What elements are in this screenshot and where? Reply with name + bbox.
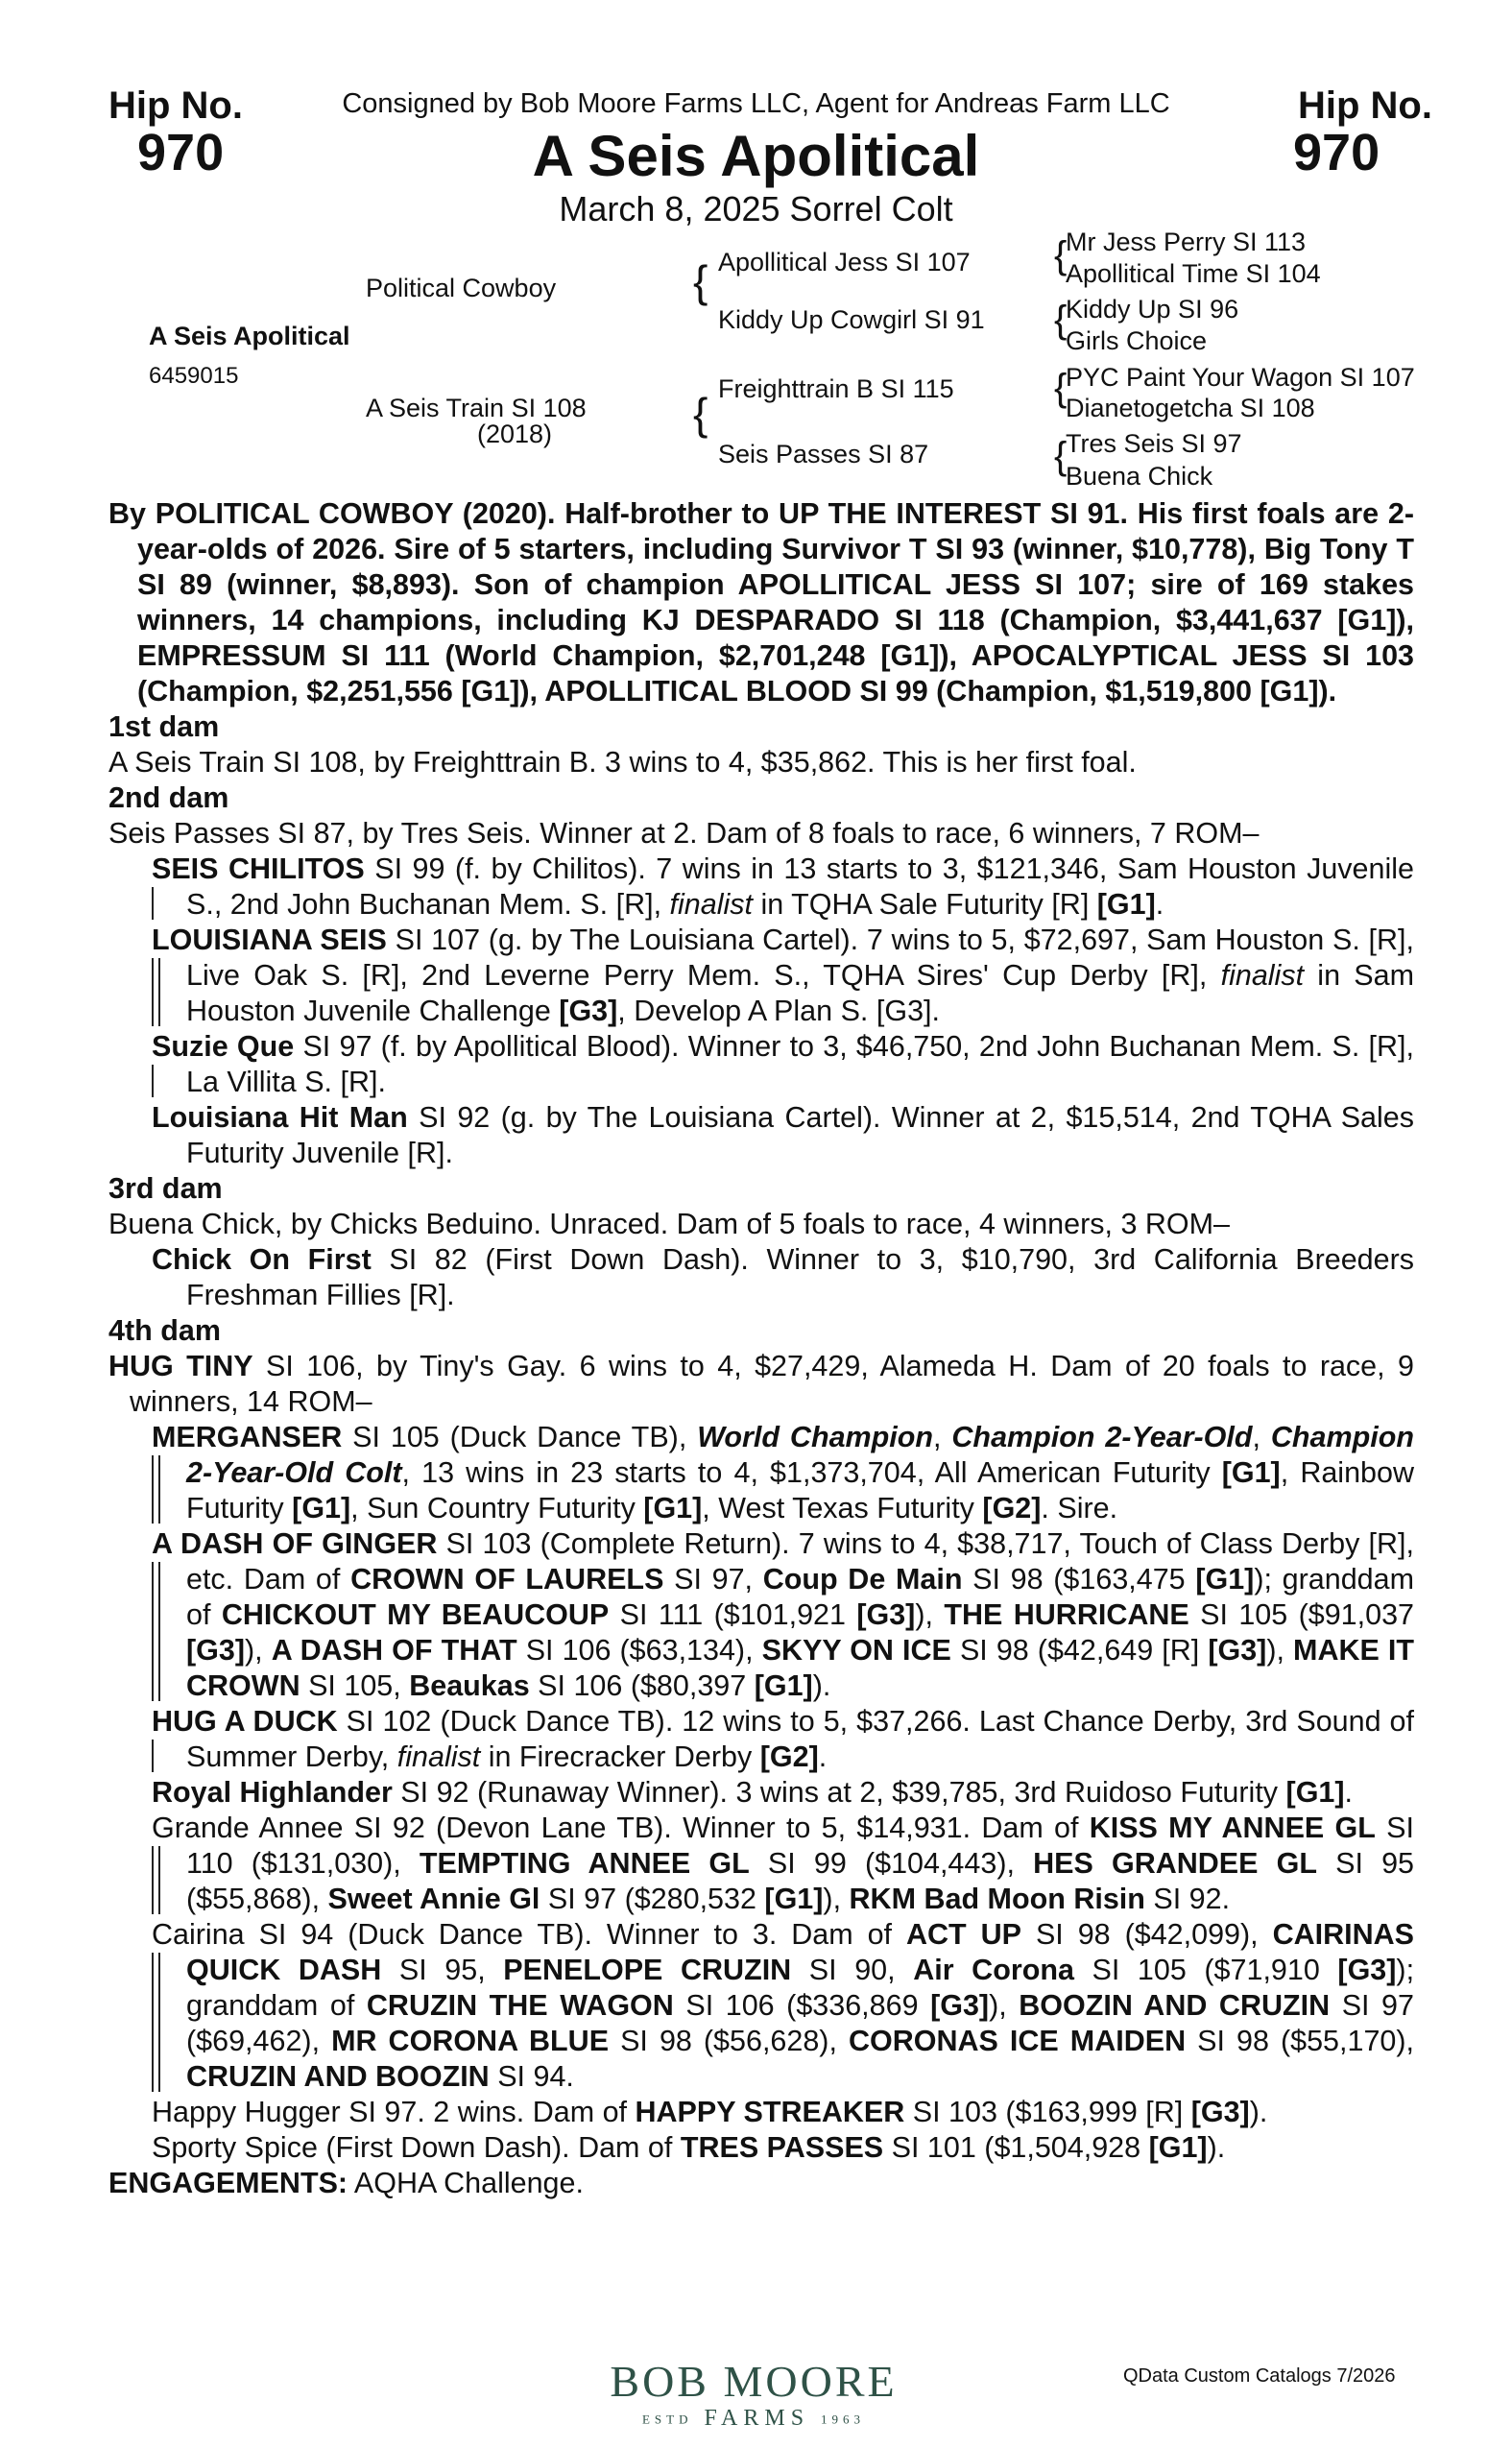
logo-farms-line: ESTD FARMS 1963 [641,2406,866,2431]
stakes-bars [152,1455,165,1524]
brace-sire: { [693,256,708,306]
ped-sire-sire: Apollitical Jess SI 107 [718,248,971,276]
fourth-dam-heading: 4th dam [108,1314,221,1347]
stakes-bars [152,1846,165,1914]
catalog-body [108,496,1414,2201]
hip-label-right: Hip No. [1298,84,1432,127]
catalog-credit: QData Custom Catalogs 7/2026 [1123,2365,1396,2387]
produce-entry: Happy Hugger SI 97. 2 wins. Dam of HAPPY STREAKER SI 103 ($163,999 [R] [G3]). [152,2096,1268,2128]
sire-paragraph: By POLITICAL COWBOY (2020). Half-brother to UP THE INTEREST SI 91. His first foals are 2-year-olds of 2026. Sire of 5 starters, including Survivor T SI 93 (winner, $10,778), Big Tony T SI 89 (winner, $8,893). Son of champion APOLLITICAL JESS SI 107; sire of 169 stakes winners, 14 champions, including KJ DESPARADO SI 118 (Champion, $3,441,637 [G1]), EMPRESSUM SI 111 (World Champion, $2,701,248 [G1]), APOCALYPTICAL JESS SI 103 (Champion, $2,251,556 [G1]), APOLLITICAL BLOOD SI 99 (Champion, $1,519,800 [G1]). [108,497,1414,708]
ped-sire: Political Cowboy [366,274,557,302]
produce-name: LOUISIANA SEIS [152,924,387,956]
ped-subject: A Seis Apolitical [149,322,350,350]
produce-name: SEIS CHILITOS [152,852,365,885]
first-dam-text: A Seis Train SI 108, by Freighttrain B. 3 wins to 4, $35,862. This is her first foal. [108,746,1137,779]
ped-g2: Apollitical Time SI 104 [1066,259,1321,288]
ped-dam: A Seis Train SI 108 [366,394,587,422]
produce-name: Suzie Que [152,1030,295,1063]
third-dam-text: Buena Chick, by Chicks Beduino. Unraced. Dam of 5 foals to race, 4 winners, 3 ROM– [108,1208,1231,1240]
stakes-bars [152,1740,165,1772]
stakes-bars [152,1065,165,1097]
ped-g7: Tres Seis SI 97 [1066,429,1242,458]
produce-entry: Chick On First SI 82 (First Down Dash). Winner to 3, $10,790, 3rd California Breeders Freshman Fillies [R]. [152,1243,1415,1311]
produce-name: Chick On First [152,1243,372,1276]
ped-dam-year: (2018) [477,420,553,448]
third-dam-heading: 3rd dam [108,1172,223,1205]
produce-entry: Sporty Spice (First Down Dash). Dam of TRES PASSES SI 101 ($1,504,928 [G1]). [152,2131,1226,2164]
ped-g4: Girls Choice [1066,326,1208,355]
foaling-info: March 8, 2025 Sorrel Colt [559,189,953,228]
stakes-bars [152,1562,165,1701]
first-dam-heading: 1st dam [108,710,220,743]
brace-g1: { [1054,234,1068,276]
produce-entry: MERGANSER SI 105 (Duck Dance TB), World Champion, Champion 2-Year-Old, Champion 2-Year-Old Colt, 13 wins in 23 starts to 4, $1,373,704, All American Futurity [G1], Rainbow Futurity [G1], Sun Country Futurity [G1], West Texas Futurity [G2]. Sire. [152,1421,1414,1524]
produce-entry: HUG A DUCK SI 102 (Duck Dance TB). 12 wins to 5, $37,266. Last Chance Derby, 3rd Sound of Summer Derby, finalist in Firecracker Derby [G2]. [152,1705,1414,1773]
produce-entry: Royal Highlander SI 92 (Runaway Winner). 3 wins at 2, $39,785, 3rd Ruidoso Futurity [G1]. [152,1776,1354,1809]
bob-moore-farms-logo [538,2357,970,2434]
ped-g6: Dianetogetcha SI 108 [1066,394,1315,422]
logo-name: BOB MOORE [610,2357,898,2406]
ped-g8: Buena Chick [1066,462,1213,491]
produce-entry: A DASH OF GINGER SI 103 (Complete Return). 7 wins to 4, $38,717, Touch of Class Derby [R], etc. Dam of CROWN OF LAURELS SI 97, Coup De Main SI 98 ($163,475 [G1]); granddam of CHICKOUT MY BEAUCOUP SI 111 ($101,921 [G3]), THE HURRICANE SI 105 ($91,037 [G3]), A DASH OF THAT SI 106 ($63,134), SKYY ON ICE SI 98 ($42,649 [R] [G3]), MAKE IT CROWN SI 105, Beaukas SI 106 ($80,397 [G1]). [152,1527,1415,1702]
ped-dam-dam: Seis Passes SI 87 [718,440,929,468]
consignor-line: Consigned by Bob Moore Farms LLC, Agent for Andreas Farm LLC [342,88,1170,119]
produce-entry: Suzie Que SI 97 (f. by Apollitical Blood). Winner to 3, $46,750, 2nd John Buchanan Mem. S. [R], La Villita S. [R]. [152,1030,1414,1098]
ped-g5: PYC Paint Your Wagon SI 107 [1066,363,1415,392]
second-dam-text: Seis Passes SI 87, by Tres Seis. Winner at 2. Dam of 8 foals to race, 6 winners, 7 ROM– [108,817,1260,850]
ped-sire-dam: Kiddy Up Cowgirl SI 91 [718,305,985,334]
brace-g2: { [1054,299,1068,341]
stakes-bars [152,887,165,920]
ped-g3: Kiddy Up SI 96 [1066,295,1239,324]
produce-entry: SEIS CHILITOS SI 99 (f. by Chilitos). 7 wins in 13 starts to 3, $121,346, Sam Houston Juvenile S., 2nd John Buchanan Mem. S. [R], finalist in TQHA Sale Futurity [R] [G1]. [152,852,1414,921]
brace-g4: { [1054,435,1068,477]
ped-dam-sire: Freighttrain B SI 115 [718,374,954,403]
stakes-bars [152,1953,165,2092]
brace-dam: { [693,389,708,439]
ped-reg-no: 6459015 [149,363,239,389]
produce-entry: LOUISIANA SEIS SI 107 (g. by The Louisiana Cartel). 7 wins to 5, $72,697, Sam Houston S. [R], Live Oak S. [R], 2nd Leverne Perry Mem. S., TQHA Sires' Cup Derby [R], finalist in Sam Houston Juvenile Challenge [G3], Develop A Plan S. [G3]. [152,924,1414,1027]
engagements-line: ENGAGEMENTS: AQHA Challenge. [108,2167,584,2199]
hip-label-left: Hip No. [108,84,243,127]
produce-name: Louisiana Hit Man [152,1101,408,1134]
stakes-bars [152,958,165,1026]
produce-entry: Louisiana Hit Man SI 92 (g. by The Louisiana Cartel). Winner at 2, $15,514, 2nd TQHA Sales Futurity Juvenile [R]. [152,1101,1414,1169]
ped-g1: Mr Jess Perry SI 113 [1066,228,1307,256]
second-dam-heading: 2nd dam [108,781,229,814]
hip-number-left: 970 [137,124,225,181]
brace-g3: { [1054,367,1068,409]
produce-entry: Cairina SI 94 (Duck Dance TB). Winner to 3. Dam of ACT UP SI 98 ($42,099), CAIRINAS QUICK DASH SI 95, PENELOPE CRUZIN SI 90, Air Corona SI 105 ($71,910 [G3]); granddam of CRUZIN THE WAGON SI 106 ($336,869 [G3]), BOOZIN AND CRUZIN SI 97 ($69,462), MR CORONA BLUE SI 98 ($56,628), CORONAS ICE MAIDEN SI 98 ($55,170), CRUZIN AND BOOZIN SI 94. [152,1918,1415,2093]
produce-entry: Grande Annee SI 92 (Devon Lane TB). Winner to 5, $14,931. Dam of KISS MY ANNEE GL SI 110 ($131,030), TEMPTING ANNEE GL SI 99 ($104,443), HES GRANDEE GL SI 95 ($55,868), Sweet Annie Gl SI 97 ($280,532 [G1]), RKM Bad Moon Risin SI 92. [152,1812,1415,1915]
hip-number-right: 970 [1293,124,1380,181]
horse-name: A Seis Apolitical [532,124,980,188]
fourth-dam-text: HUG TINY SI 106, by Tiny's Gay. 6 wins to 4, $27,429, Alameda H. Dam of 20 foals to race, 9 winners, 14 ROM– [108,1350,1414,1418]
